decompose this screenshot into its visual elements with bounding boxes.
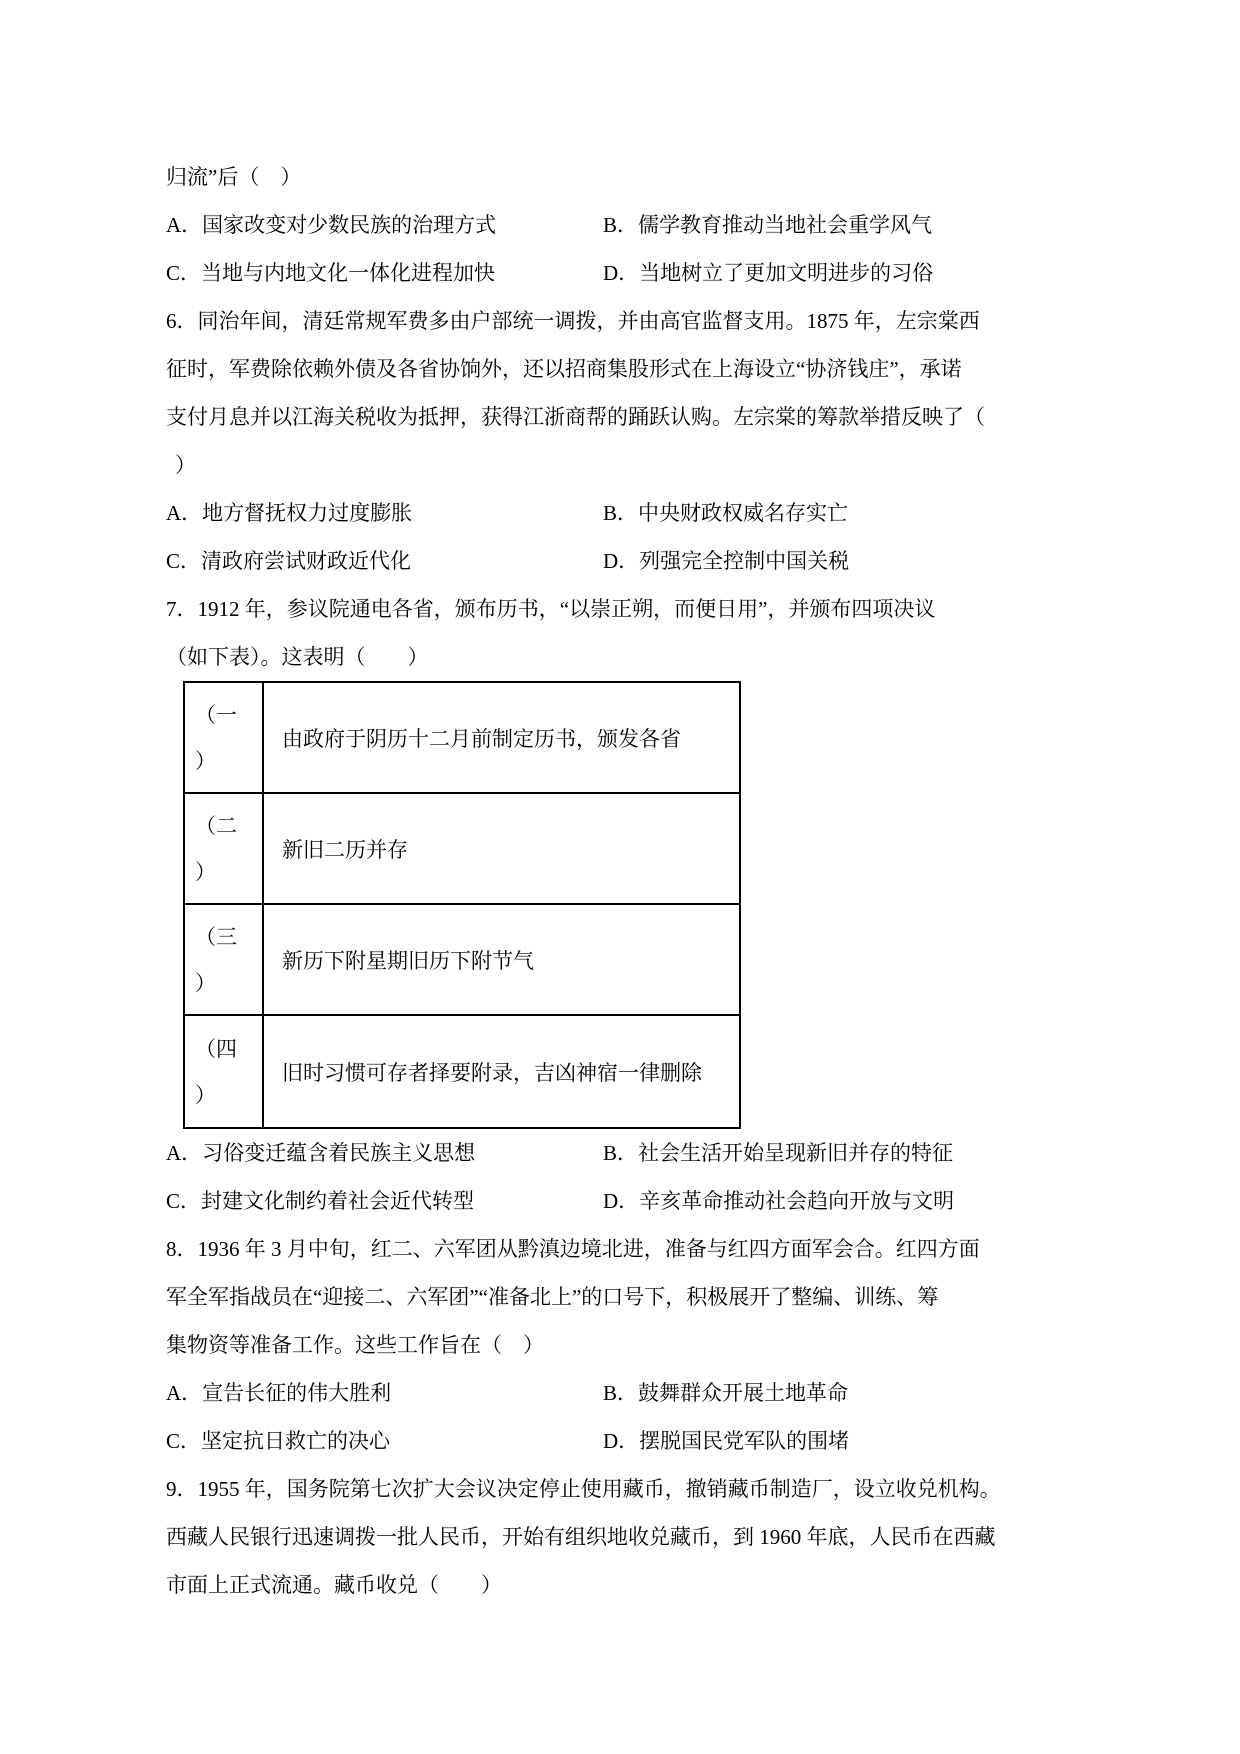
table-cell-number <box>185 683 264 792</box>
option-a: A．习俗变迁蕴含着民族主义思想 <box>166 1141 476 1165</box>
table-cell-number <box>185 794 264 903</box>
question6-stem-line: 支付月息并以江海关税收为抵押，获得江浙商帮的踊跃认购。左宗棠的筹款举措反映了（ <box>166 405 985 429</box>
option-b: B．鼓舞群众开展土地革命 <box>603 1381 849 1405</box>
question9-stem-line: 西藏人民银行迅速调拨一批人民币，开始有组织地收兑藏币，到 1960 年底，人民币在西藏 <box>166 1525 996 1549</box>
table-row <box>185 1016 739 1127</box>
option-a: A．地方督抚权力过度膨胀 <box>166 501 413 525</box>
question8-stem-line: 集物资等准备工作。这些工作旨在（ ） <box>166 1333 544 1357</box>
option-b: B．儒学教育推动当地社会重学风气 <box>603 213 933 237</box>
question7-options-cd <box>166 1177 1076 1225</box>
question5-options-cd <box>166 249 1076 297</box>
row-number: （三） <box>195 924 237 995</box>
question7-decisions-table <box>183 681 741 1129</box>
table-cell-content: 新历下附星期旧历下附节气 <box>282 948 534 973</box>
question5-stem-tail: 归流”后（ ） <box>166 165 302 189</box>
table-row <box>185 905 739 1016</box>
table-row <box>185 683 739 794</box>
question7-stem-line: （如下表）。这表明（ ） <box>166 645 429 669</box>
question6-stem-line: 6．同治年间，清廷常规军费多由户部统一调拨，并由高官监督支用。1875 年，左宗棠西 <box>166 309 980 333</box>
question8-stem-line: 8．1936 年 3 月中旬，红二、六军团从黔滇边境北进，准备与红四方面军会合。红四方面 <box>166 1237 980 1261</box>
option-a: A．宣告长征的伟大胜利 <box>166 1381 392 1405</box>
table-cell-number <box>185 905 264 1014</box>
table-row <box>185 794 739 905</box>
option-c: C．当地与内地文化一体化进程加快 <box>166 261 496 285</box>
question6-stem-line: 征时，军费除依赖外债及各省协饷外，还以招商集股形式在上海设立“协济钱庄”，承诺 <box>166 357 962 381</box>
question9-stem-line: 9．1955 年，国务院第七次扩大会议决定停止使用藏币，撤销藏币制造厂，设立收兑机构。 <box>166 1477 1001 1501</box>
question8-stem-line: 军全军指战员在“迎接二、六军团”“准备北上”的口号下，积极展开了整编、训练、筹 <box>166 1285 939 1309</box>
option-b: B．社会生活开始呈现新旧并存的特征 <box>603 1141 954 1165</box>
option-d: D．辛亥革命推动社会趋向开放与文明 <box>603 1189 955 1213</box>
question6-stem-line: ） <box>175 453 196 477</box>
question8-options-cd <box>166 1417 1076 1465</box>
table-cell-content: 由政府于阴历十二月前制定历书，颁发各省 <box>282 726 681 751</box>
option-c: C．封建文化制约着社会近代转型 <box>166 1189 475 1213</box>
option-c: C．坚定抗日救亡的决心 <box>166 1429 391 1453</box>
question7-options-ab <box>166 1129 1076 1177</box>
question6-options-ab <box>166 489 1076 537</box>
question5-options-ab <box>166 201 1076 249</box>
option-d: D．当地树立了更加文明进步的习俗 <box>603 261 934 285</box>
table-cell-content: 新旧二历并存 <box>282 837 408 862</box>
question6-options-cd <box>166 537 1076 585</box>
option-c: C．清政府尝试财政近代化 <box>166 549 412 573</box>
option-b: B．中央财政权威名存实亡 <box>603 501 849 525</box>
page-content <box>166 153 1076 1609</box>
question7-stem-line: 7．1912 年，参议院通电各省，颁布历书，“以崇正朔，而便日用”，并颁布四项决议 <box>166 597 936 621</box>
option-d: D．列强完全控制中国关税 <box>603 549 850 573</box>
option-d: D．摆脱国民党军队的围堵 <box>603 1429 850 1453</box>
row-number: （四） <box>195 1036 237 1107</box>
question9-stem-line: 市面上正式流通。藏币收兑（ ） <box>166 1573 502 1597</box>
table-cell-number <box>185 1016 264 1127</box>
question8-options-ab <box>166 1369 1076 1417</box>
row-number: （一） <box>195 702 237 773</box>
row-number: （二） <box>195 813 237 884</box>
table-cell-content: 旧时习惯可存者择要附录，吉凶神宿一律删除 <box>282 1060 702 1085</box>
option-a: A．国家改变对少数民族的治理方式 <box>166 213 497 237</box>
